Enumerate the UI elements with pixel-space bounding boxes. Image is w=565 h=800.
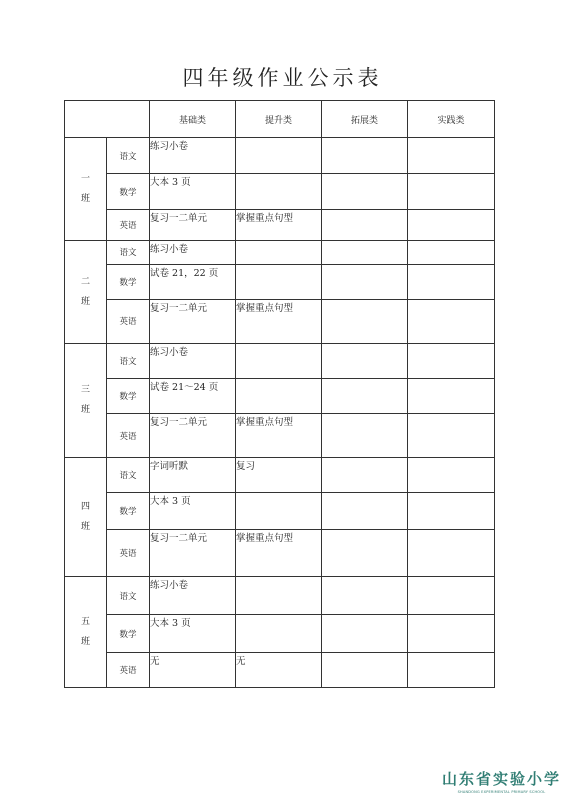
- table-row: [65, 343, 495, 378]
- class-label: 三班: [80, 385, 90, 416]
- subject-cell: 语文: [107, 241, 150, 264]
- homework-cell: [322, 343, 408, 378]
- homework-cell: 练习小卷: [150, 577, 236, 614]
- table-row: [65, 174, 495, 209]
- homework-cell: [408, 264, 495, 299]
- homework-cell: [236, 264, 322, 299]
- subject-cell: 数学: [107, 174, 150, 209]
- homework-cell: [322, 653, 408, 688]
- homework-cell: 掌握重点句型: [236, 529, 322, 577]
- class-label: 五班: [80, 617, 90, 648]
- homework-cell: [236, 577, 322, 614]
- homework-cell: [408, 209, 495, 240]
- table-row: [65, 457, 495, 492]
- class-label: 二班: [80, 276, 90, 307]
- class-label: 一班: [80, 174, 90, 205]
- homework-cell: 无: [236, 653, 322, 688]
- school-logo: [442, 768, 561, 794]
- homework-cell: [408, 653, 495, 688]
- homework-cell: [408, 378, 495, 413]
- subject-cell: 数学: [107, 264, 150, 299]
- table-row: [65, 529, 495, 577]
- homework-cell: [322, 493, 408, 529]
- header-row: [65, 101, 495, 138]
- homework-cell: [322, 241, 408, 264]
- subject-cell: 英语: [107, 529, 150, 577]
- homework-cell: 复习一二单元: [150, 209, 236, 240]
- homework-cell: 大本 3 页: [150, 174, 236, 209]
- subject-cell: 语文: [107, 343, 150, 378]
- homework-cell: [322, 577, 408, 614]
- homework-cell: [408, 577, 495, 614]
- homework-cell: 掌握重点句型: [236, 414, 322, 458]
- page-title: 四年级作业公示表: [182, 66, 383, 90]
- subject-cell: 英语: [107, 414, 150, 458]
- subject-cell: 语文: [107, 138, 150, 174]
- class-cell: [65, 577, 107, 688]
- subject-cell: 数学: [107, 493, 150, 529]
- table-row: [65, 414, 495, 458]
- homework-cell: [322, 614, 408, 652]
- homework-cell: [408, 174, 495, 209]
- table-row: [65, 138, 495, 174]
- homework-cell: [236, 343, 322, 378]
- homework-cell: [236, 138, 322, 174]
- homework-cell: 复习一二单元: [150, 529, 236, 577]
- subject-cell: 语文: [107, 457, 150, 492]
- homework-cell: [408, 138, 495, 174]
- homework-cell: 复习: [236, 457, 322, 492]
- homework-cell: 试卷 21～24 页: [150, 378, 236, 413]
- homework-table: [64, 100, 495, 688]
- homework-cell: 掌握重点句型: [236, 209, 322, 240]
- table-row: [65, 378, 495, 413]
- header-corner: [65, 101, 150, 138]
- homework-cell: [322, 264, 408, 299]
- table-row: [65, 653, 495, 688]
- table-row: [65, 209, 495, 240]
- homework-cell: [322, 457, 408, 492]
- header-extend: 拓展类: [322, 101, 408, 138]
- subject-cell: 语文: [107, 577, 150, 614]
- homework-cell: [408, 343, 495, 378]
- table-row: [65, 493, 495, 529]
- homework-cell: 练习小卷: [150, 343, 236, 378]
- homework-cell: 试卷 21，22 页: [150, 264, 236, 299]
- table-row: [65, 241, 495, 264]
- homework-cell: 大本 3 页: [150, 493, 236, 529]
- subject-cell: 英语: [107, 209, 150, 240]
- homework-cell: [322, 174, 408, 209]
- subject-cell: 数学: [107, 614, 150, 652]
- school-logo-name: 山东省实验小学: [441, 770, 561, 788]
- homework-cell: [408, 457, 495, 492]
- homework-cell: 练习小卷: [150, 241, 236, 264]
- homework-cell: 复习一二单元: [150, 300, 236, 344]
- homework-cell: [236, 614, 322, 652]
- homework-cell: [236, 378, 322, 413]
- homework-cell: [236, 241, 322, 264]
- homework-cell: [322, 209, 408, 240]
- homework-cell: [236, 174, 322, 209]
- subject-cell: 数学: [107, 378, 150, 413]
- table-row: [65, 614, 495, 652]
- subject-cell: 英语: [107, 653, 150, 688]
- class-cell: [65, 241, 107, 343]
- subject-cell: 英语: [107, 300, 150, 344]
- homework-cell: [408, 529, 495, 577]
- homework-cell: [322, 300, 408, 344]
- homework-cell: [408, 414, 495, 458]
- class-cell: [65, 138, 107, 241]
- homework-cell: 无: [150, 653, 236, 688]
- homework-cell: [408, 241, 495, 264]
- header-improve: 提升类: [236, 101, 322, 138]
- homework-cell: 掌握重点句型: [236, 300, 322, 344]
- table-row: [65, 264, 495, 299]
- table-row: [65, 300, 495, 344]
- homework-cell: [322, 529, 408, 577]
- homework-cell: [322, 378, 408, 413]
- homework-cell: [322, 414, 408, 458]
- homework-cell: [322, 138, 408, 174]
- class-cell: [65, 457, 107, 576]
- table-row: [65, 577, 495, 614]
- school-logo-english: SHANDONG EXPERIMENTAL PRIMARY SCHOOL: [457, 790, 546, 794]
- header-basic: 基础类: [150, 101, 236, 138]
- class-cell: [65, 343, 107, 457]
- homework-cell: [408, 493, 495, 529]
- header-practice: 实践类: [408, 101, 495, 138]
- class-label: 四班: [80, 502, 90, 533]
- homework-cell: [236, 493, 322, 529]
- homework-cell: 练习小卷: [150, 138, 236, 174]
- homework-cell: 字词听默: [150, 457, 236, 492]
- homework-cell: 大本 3 页: [150, 614, 236, 652]
- homework-cell: 复习一二单元: [150, 414, 236, 458]
- homework-cell: [408, 614, 495, 652]
- homework-cell: [408, 300, 495, 344]
